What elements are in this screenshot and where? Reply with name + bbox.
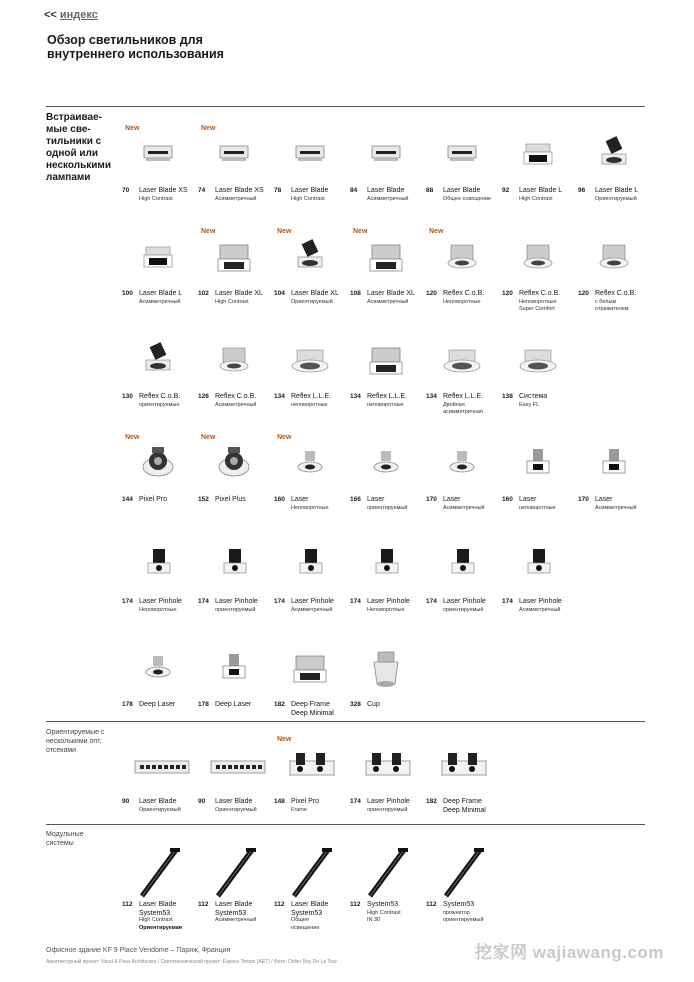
product-label (502, 393, 580, 409)
product-subtitle: неповоротные (367, 401, 404, 408)
product-name: Reflex C.o.B. (595, 290, 637, 297)
product-label (502, 187, 580, 203)
new-badge: New (125, 125, 140, 132)
divider (46, 106, 645, 107)
product-subtitle: Ориентируемый (291, 298, 333, 305)
new-badge: New (353, 228, 368, 235)
product-label (578, 187, 656, 203)
product-name: Laser Blade (139, 901, 177, 908)
product-label (122, 798, 200, 814)
page-number: 182 (274, 701, 285, 708)
product-label (274, 598, 352, 614)
product-name: Laser Blade L (519, 187, 563, 194)
square-recessed-light-icon (132, 237, 184, 283)
product-label (350, 290, 428, 306)
product-name: Laser Blade (139, 798, 177, 805)
page-number: 174 (350, 598, 361, 605)
new-badge: New (201, 125, 216, 132)
product-subtitle: Deep Minimal (291, 709, 334, 717)
track-system-icon (132, 848, 184, 894)
divider (46, 721, 645, 722)
product-subtitle: Асимметричный (215, 401, 257, 408)
page-number: 174 (350, 798, 361, 805)
page-number: 78 (274, 187, 282, 194)
page-number: 166 (350, 496, 361, 503)
product-subtitle: Асимметричный (519, 606, 561, 613)
adjustable-spot-icon (284, 237, 336, 283)
footer-credits: Архитектурный проект: Naud & Poux Architectes / Светотехнический проект: Espace Temps (AET) / Фото: Didier Boy De La Tour (46, 959, 338, 965)
product-name: Reflex L.L.E. (367, 393, 408, 400)
page-number: 174 (198, 598, 209, 605)
product-subtitle: Easy FL (519, 401, 540, 408)
product-name: Laser Blade XL (291, 290, 339, 297)
box-recessed-light-icon (208, 237, 260, 283)
product-name: Laser (595, 496, 613, 503)
page-number: 144 (122, 496, 133, 503)
product-label (274, 901, 352, 932)
pinhole-spot-icon (360, 545, 412, 591)
product-label (426, 393, 504, 417)
product-subtitle: Неповоротные (367, 606, 405, 613)
box-recessed-light-icon (284, 648, 336, 694)
product-subtitle: Frame (291, 806, 307, 813)
page-number: 182 (426, 798, 437, 805)
product-name: Reflex L.L.E. (291, 393, 332, 400)
small-round-spot-icon (360, 443, 412, 489)
product-subtitle: High Contrast (519, 195, 553, 202)
product-subtitle: IN 30 (367, 917, 381, 923)
product-subtitle: ориентируемый (215, 606, 256, 613)
page-number: 74 (198, 187, 206, 194)
new-badge: New (277, 228, 292, 235)
page-number: 70 (122, 187, 130, 194)
track-system-icon (284, 848, 336, 894)
product-subtitle: ориентируемый (367, 504, 408, 511)
product-label (198, 598, 276, 614)
page-number: 138 (502, 393, 513, 400)
new-badge: New (125, 434, 140, 441)
flat-recessed-light-icon (208, 134, 260, 180)
back-arrow: << (44, 9, 57, 21)
product-name: Laser (443, 496, 461, 503)
page-number: 84 (350, 187, 358, 194)
product-name: Laser (291, 496, 309, 503)
page-number: 100 (122, 290, 133, 297)
pinhole-spot-icon (284, 545, 336, 591)
product-subtitle: Deep Minimal (443, 806, 486, 814)
small-round-spot-icon (132, 648, 184, 694)
product-subtitle: Асимметричный (215, 195, 257, 202)
product-label (198, 290, 276, 306)
product-name: Laser Pinhole (215, 598, 258, 605)
product-label (122, 187, 200, 203)
product-name: Laser Blade (443, 187, 481, 194)
wide-round-downlight-icon (284, 340, 336, 386)
gimbal-spot-icon (132, 443, 184, 489)
product-label (578, 496, 656, 512)
product-label (274, 496, 352, 512)
product-name: Pixel Pro (139, 496, 168, 503)
product-name: Laser Blade XS (139, 187, 188, 194)
box-recessed-light-icon (360, 340, 412, 386)
product-label (350, 798, 428, 814)
product-subtitle: Ориентируемый (139, 806, 181, 813)
track-system-icon (436, 848, 488, 894)
product-label (122, 901, 200, 932)
page-number: 152 (198, 496, 209, 503)
product-label (122, 598, 200, 614)
adjustable-spot-icon (588, 134, 640, 180)
product-name: Laser Blade L (595, 187, 639, 194)
product-name: Laser Pinhole (519, 598, 562, 605)
product-subtitle: Общее (291, 917, 310, 923)
page-number: 112 (122, 901, 133, 908)
page-number: 170 (426, 496, 437, 503)
product-name: Laser Blade (215, 901, 253, 908)
product-name: Cup (367, 701, 380, 708)
page-number: 174 (122, 598, 133, 605)
product-name: Laser Blade L (139, 290, 183, 297)
small-square-spot-icon (512, 443, 564, 489)
section-label-multi: Ориентируемые с несколькими опт. отсеками (46, 729, 105, 754)
product-subtitle: неповоротные (291, 401, 328, 408)
page-number: 120 (426, 290, 437, 297)
multi-spot-bar-icon (132, 745, 184, 791)
product-name: Deep Laser (215, 701, 252, 708)
page-number: 102 (198, 290, 209, 297)
product-subtitle: асимметричная (443, 409, 483, 415)
back-link[interactable] (44, 9, 98, 21)
page-number: 174 (274, 598, 285, 605)
product-label (274, 393, 352, 409)
product-subtitle: Неповоротные (139, 606, 177, 613)
page-number: 92 (502, 187, 510, 194)
pinhole-spot-icon (208, 545, 260, 591)
product-subtitle: с белым (595, 298, 617, 305)
divider (46, 824, 645, 825)
page-number: 328 (350, 701, 361, 708)
square-recessed-light-icon (512, 134, 564, 180)
product-subtitle: Асимметричный (595, 504, 637, 511)
pinhole-spot-icon (132, 545, 184, 591)
product-name: Pixel Plus (215, 496, 246, 503)
product-subtitle: Асимметричный (367, 298, 409, 305)
product-name: Reflex C.o.B. (215, 393, 257, 400)
product-label (350, 701, 428, 710)
gimbal-spot-icon (208, 443, 260, 489)
product-label (350, 496, 428, 512)
product-name: Laser Pinhole (139, 598, 182, 605)
new-badge: New (429, 228, 444, 235)
pinhole-spot-icon (512, 545, 564, 591)
product-subtitle: Асимметричный (367, 195, 409, 202)
product-subtitle: Асимметричный (139, 298, 181, 305)
page-number: 170 (578, 496, 589, 503)
flat-recessed-light-icon (360, 134, 412, 180)
product-name: Laser (519, 496, 537, 503)
product-label (274, 701, 352, 717)
product-subtitle: System53 (139, 909, 171, 917)
product-name: Laser Blade (215, 798, 253, 805)
product-label (274, 798, 352, 814)
product-label (122, 290, 200, 306)
product-subtitle: Неповоротные (291, 504, 329, 511)
product-subtitle: ориентируемые (139, 401, 180, 408)
page-number: 112 (198, 901, 209, 908)
flat-recessed-light-icon (436, 134, 488, 180)
round-downlight-icon (436, 237, 488, 283)
page-number: 90 (198, 798, 206, 805)
product-subtitle: High Contrast (139, 195, 173, 202)
product-subtitle: Неповоротные (443, 298, 481, 305)
product-name: Laser Pinhole (291, 598, 334, 605)
page-number: 108 (350, 290, 361, 297)
product-name: Laser Blade (367, 187, 405, 194)
product-name: Deep Frame (291, 701, 330, 708)
product-label (578, 290, 656, 314)
product-label (198, 901, 276, 925)
product-label (426, 496, 504, 512)
product-subtitle: отражателем (595, 306, 629, 312)
product-subtitle: Неповоротные (519, 298, 557, 305)
product-name: Laser (367, 496, 385, 503)
product-subtitle: System53 (215, 909, 247, 917)
product-subtitle: High Contrast (367, 909, 401, 916)
product-name: Reflex C.o.B. (443, 290, 485, 297)
product-subtitle: Асимметричный (291, 606, 333, 613)
product-name: Reflex C.o.B. (519, 290, 561, 297)
pinhole-spot-icon (436, 545, 488, 591)
product-label (502, 290, 580, 314)
product-name: System53 (443, 901, 475, 908)
product-subtitle: High Contrast (291, 195, 325, 202)
page-number: 134 (274, 393, 285, 400)
product-name: Laser Blade (291, 187, 329, 194)
product-label (350, 187, 428, 203)
product-name: Laser Blade (291, 901, 329, 908)
page-number: 160 (274, 496, 285, 503)
product-subtitle: Двойная (443, 401, 465, 408)
product-subtitle: Ориентируемый (595, 195, 637, 202)
product-name: Laser Pinhole (367, 798, 410, 805)
wide-round-downlight-icon (512, 340, 564, 386)
track-system-icon (208, 848, 260, 894)
page-number: 90 (122, 798, 130, 805)
product-subtitle: System53 (291, 909, 323, 917)
section-label-modular: Модульные системы (46, 831, 84, 847)
multi-gimbal-frame-icon (436, 745, 488, 791)
product-label (122, 701, 200, 710)
product-name: Laser Pinhole (443, 598, 486, 605)
small-round-spot-icon (284, 443, 336, 489)
product-label (198, 496, 276, 505)
product-label (198, 798, 276, 814)
wide-round-downlight-icon (436, 340, 488, 386)
product-label (198, 701, 276, 710)
flat-recessed-light-icon (284, 134, 336, 180)
product-name: Laser Pinhole (367, 598, 410, 605)
page-number: 88 (426, 187, 434, 194)
page-number: 134 (350, 393, 361, 400)
product-name: Laser Blade XL (215, 290, 263, 297)
product-name: Deep Frame (443, 798, 482, 805)
page-number: 112 (274, 901, 285, 908)
product-label (122, 496, 200, 505)
product-label (426, 598, 504, 614)
product-name: Pixel Pro (291, 798, 320, 805)
product-label (426, 187, 504, 203)
new-badge: New (277, 736, 292, 743)
page-number: 134 (426, 393, 437, 400)
page-number: 104 (274, 290, 285, 297)
round-downlight-icon (588, 237, 640, 283)
product-label (350, 393, 428, 409)
product-label (426, 901, 504, 925)
page-number: 160 (502, 496, 513, 503)
product-label (502, 598, 580, 614)
product-name: Reflex C.o.B. (139, 393, 181, 400)
product-name: Reflex L.L.E. (443, 393, 484, 400)
new-badge: New (201, 434, 216, 441)
track-system-icon (360, 848, 412, 894)
page-number: 120 (578, 290, 589, 297)
round-downlight-icon (512, 237, 564, 283)
page-number: 112 (350, 901, 361, 908)
product-label (198, 187, 276, 203)
watermark: 挖家网 wajiawang.com (475, 943, 664, 962)
multi-gimbal-frame-icon (284, 745, 336, 791)
page-title: Обзор светильников для внутреннего использования (47, 33, 224, 61)
section-label-recessed: Встраивае-мые све-тильники с одной или несколькими лампами (46, 112, 111, 183)
page-number: 178 (198, 701, 209, 708)
product-subtitle: прожектор (443, 909, 470, 916)
product-label (350, 901, 428, 925)
product-label (502, 496, 580, 512)
page-number: 178 (122, 701, 133, 708)
page-number: 120 (502, 290, 513, 297)
footer-caption: Офисное здание KF 9 Place Vendome – Париж, Франция (46, 947, 231, 954)
product-label (122, 393, 200, 409)
adjustable-spot-icon (132, 340, 184, 386)
product-subtitle: Общее освещение (443, 195, 491, 202)
product-subtitle: неповоротные (519, 504, 556, 511)
back-link-label: индекс (59, 9, 98, 21)
product-subtitle: ориентируемый (367, 806, 408, 813)
product-subtitle: High Contrast (139, 917, 173, 923)
product-label (426, 290, 504, 306)
product-name: System53 (367, 901, 399, 908)
cup-light-icon (360, 648, 412, 694)
product-name: Система (519, 393, 548, 400)
page-number: 130 (122, 393, 133, 400)
new-badge: New (201, 228, 216, 235)
page-number: 174 (502, 598, 513, 605)
multi-gimbal-frame-icon (360, 745, 412, 791)
box-recessed-light-icon (360, 237, 412, 283)
product-label (198, 393, 276, 409)
product-name: Deep Laser (139, 701, 176, 708)
page-number: 112 (426, 901, 437, 908)
product-label (274, 290, 352, 306)
product-subtitle: Ориентируемая (139, 924, 182, 931)
product-label (274, 187, 352, 203)
page-number: 148 (274, 798, 285, 805)
product-subtitle: High Contrast (215, 298, 249, 305)
product-subtitle: ориентируемый (443, 606, 484, 613)
product-subtitle: Асимметричный (443, 504, 485, 511)
small-square-spot-icon (588, 443, 640, 489)
flat-recessed-light-icon (132, 134, 184, 180)
product-subtitle: Ориентируемый (215, 806, 257, 813)
product-subtitle: освещение (291, 924, 320, 931)
small-square-spot-icon (208, 648, 260, 694)
page-number: 96 (578, 187, 586, 194)
product-label (350, 598, 428, 614)
product-name: Laser Blade XS (215, 187, 264, 194)
product-label (426, 798, 504, 814)
new-badge: New (277, 434, 292, 441)
product-subtitle: Асимметричный (215, 917, 257, 923)
page-number: 174 (426, 598, 437, 605)
small-round-spot-icon (436, 443, 488, 489)
round-downlight-icon (208, 340, 260, 386)
product-name: Laser Blade XL (367, 290, 415, 297)
multi-spot-bar-icon (208, 745, 260, 791)
page-number: 126 (198, 393, 209, 400)
product-subtitle: Super Comfort (519, 306, 555, 312)
product-subtitle: ориентируемый (443, 917, 484, 923)
